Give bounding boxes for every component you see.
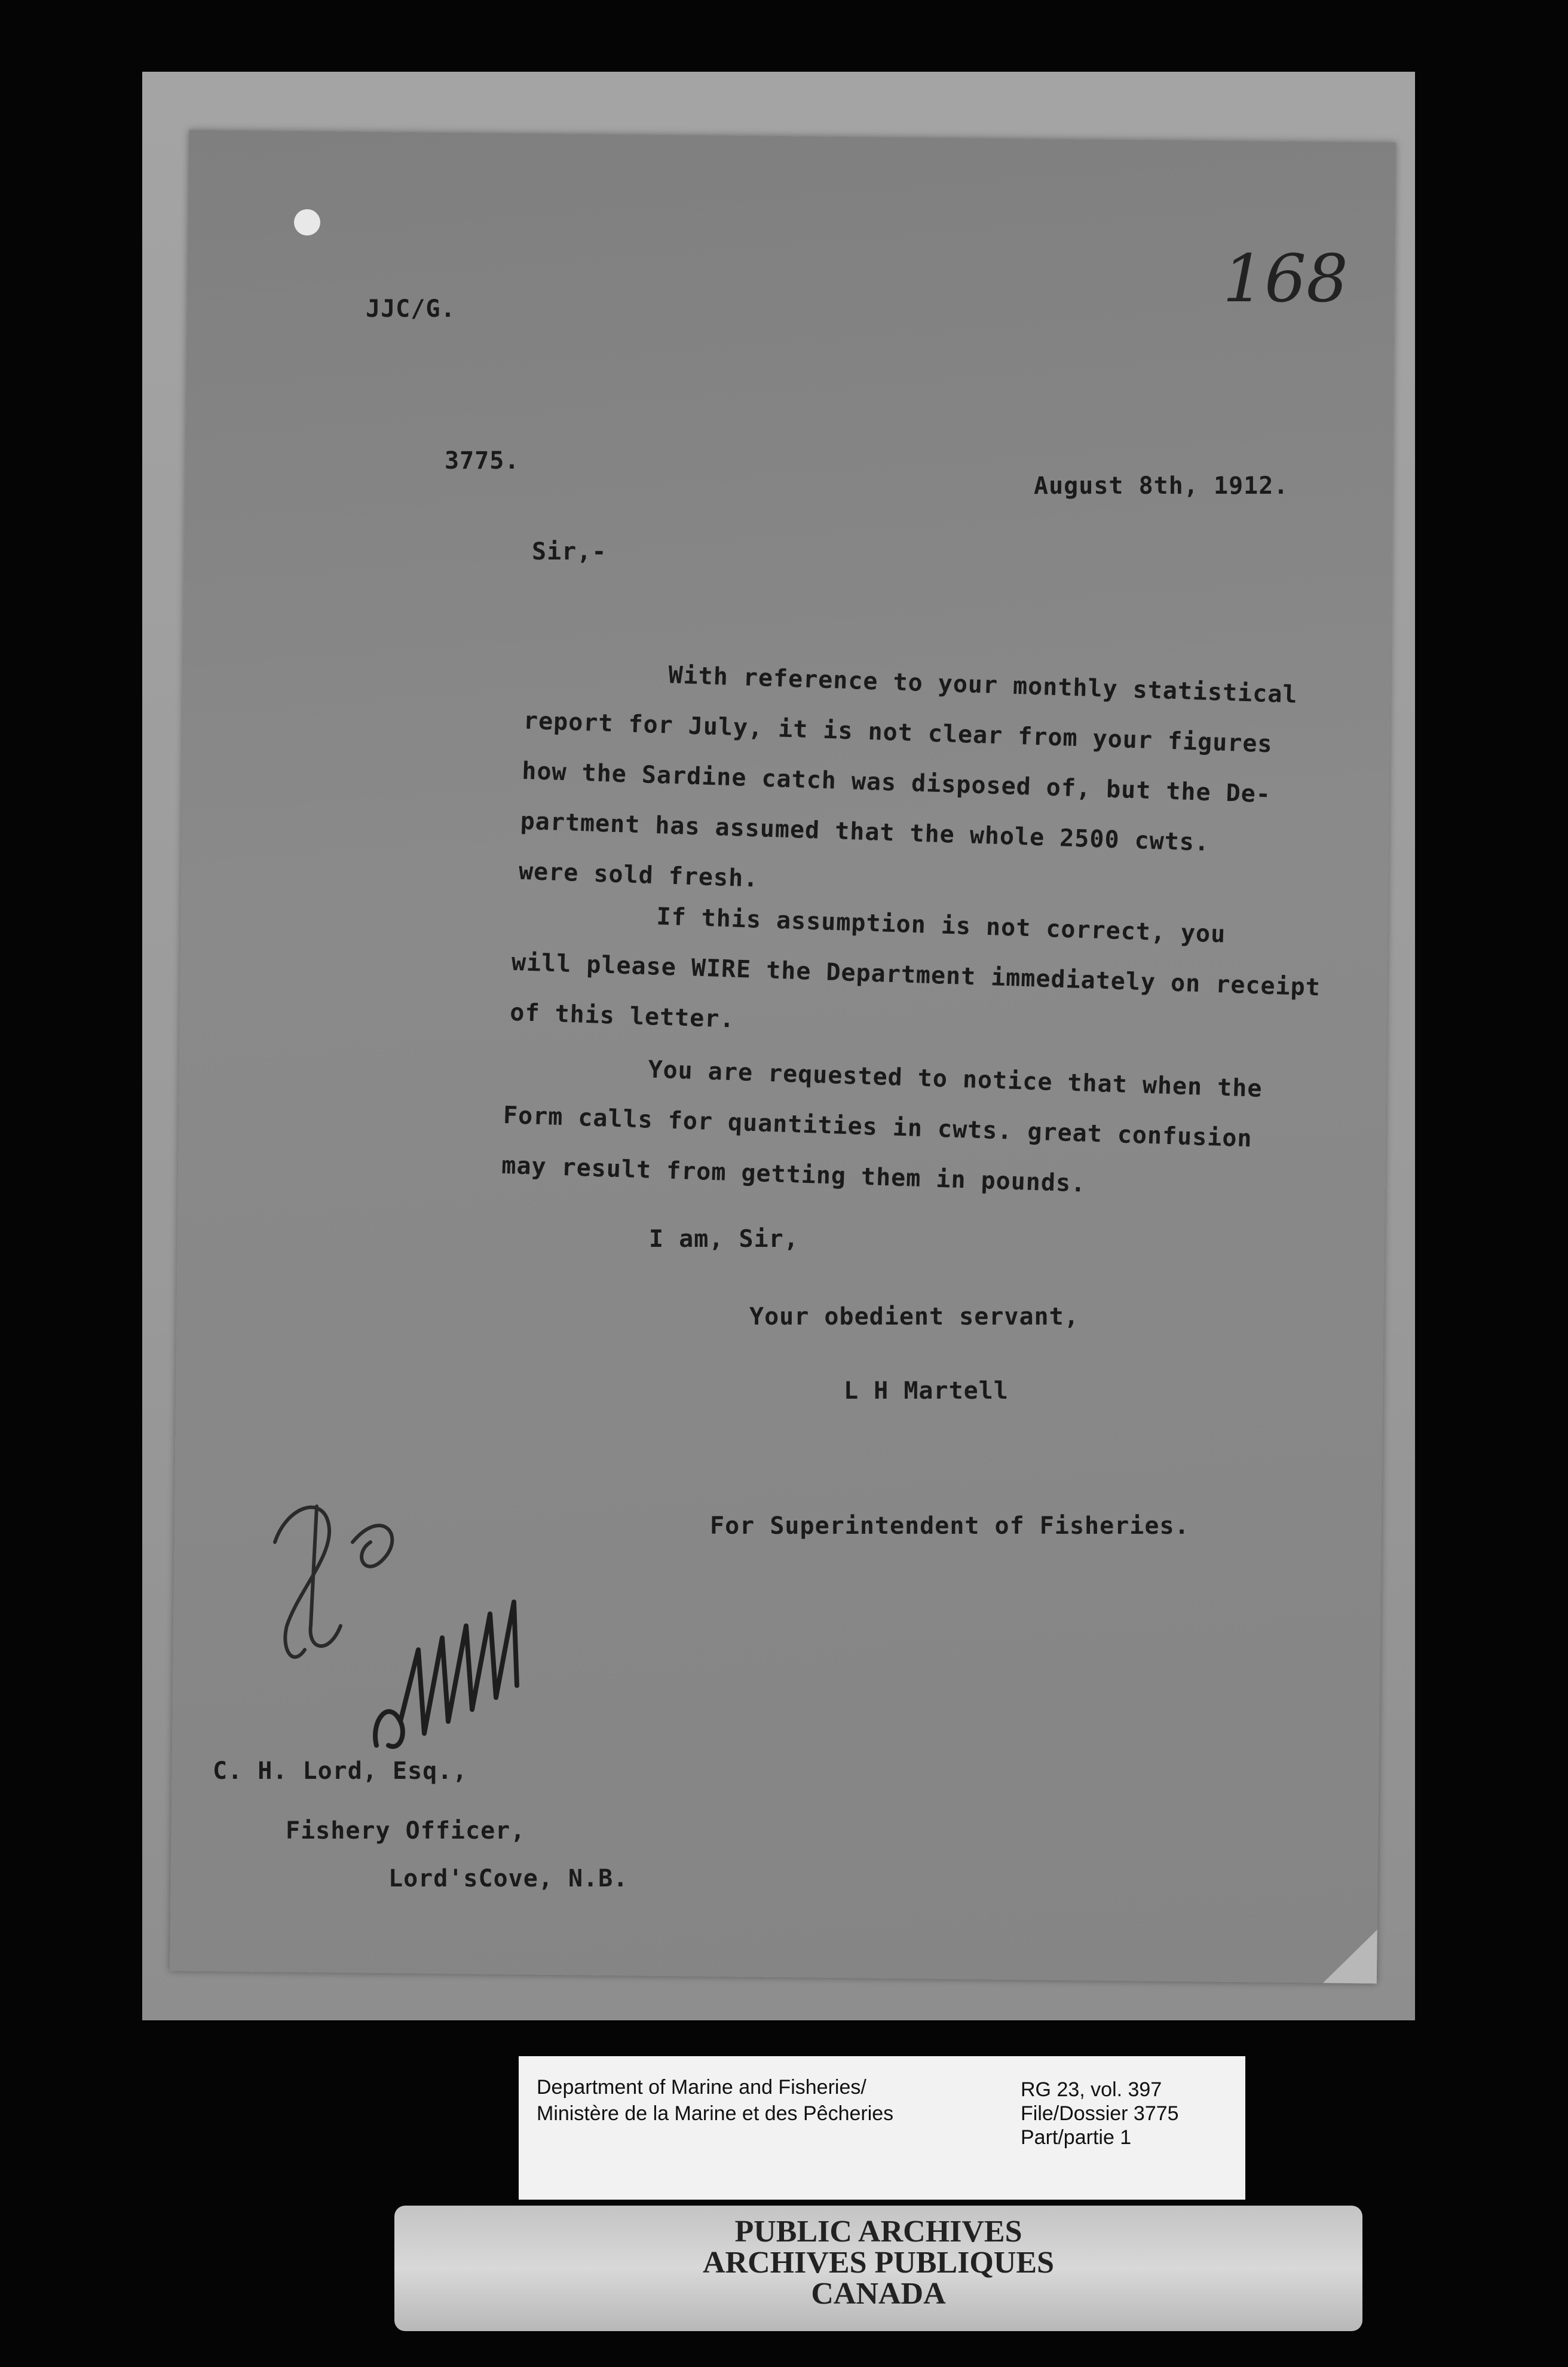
- file-number: 3775.: [445, 447, 520, 475]
- body-paragraph-1: [518, 646, 1298, 921]
- public-archives-stamp: [394, 2206, 1362, 2331]
- body-paragraph-3: [501, 1040, 1263, 1215]
- paragraph-line: may result from getting them in pounds.: [501, 1151, 1086, 1198]
- paragraph-line: will please WIRE the Department immediately on receipt: [511, 948, 1321, 1002]
- archive-label: [519, 2056, 1245, 2200]
- paragraph-line: of this letter.: [509, 998, 736, 1033]
- folded-corner: [1323, 1929, 1377, 1984]
- department-name: [537, 2074, 893, 2127]
- part-partie: Part/partie 1: [1021, 2126, 1132, 2149]
- punch-hole: [294, 209, 320, 236]
- stamp-line-french: ARCHIVES PUBLIQUES: [702, 2246, 1055, 2280]
- department-english: Department of Marine and Fisheries/: [537, 2076, 866, 2099]
- paragraph-line: Form calls for quantities in cwts. great confusion: [503, 1101, 1253, 1153]
- stamp-line-country: CANADA: [811, 2277, 946, 2311]
- record-group: RG 23, vol. 397: [1021, 2078, 1162, 2101]
- paragraph-line: were sold fresh.: [518, 857, 759, 893]
- paragraph-line: report for July, it is not clear from your figures: [523, 707, 1273, 759]
- letter-date: August 8th, 1912.: [1034, 472, 1289, 500]
- body-paragraph-2: [509, 887, 1323, 1063]
- handwritten-signature: [365, 1566, 544, 1769]
- paragraph-line: You are requested to notice that when the: [647, 1056, 1263, 1103]
- signer-title: For Superintendent of Fisheries.: [710, 1512, 1190, 1540]
- page-number: 168: [1223, 240, 1348, 317]
- archive-reference: [1021, 2078, 1179, 2149]
- file-reference: JJC/G.: [366, 295, 456, 323]
- paragraph-line: how the Sardine catch was disposed of, but the De-: [521, 757, 1272, 809]
- closing: I am, Sir,: [649, 1225, 799, 1253]
- addressee-title: Fishery Officer,: [286, 1817, 526, 1845]
- signer-name: L H Martell: [844, 1377, 1009, 1405]
- paragraph-line: If this assumption is not correct, you: [656, 903, 1226, 949]
- file-dossier: File/Dossier 3775: [1021, 2102, 1179, 2125]
- stamp-line-english: PUBLIC ARCHIVES: [734, 2215, 1022, 2249]
- addressee-name: C. H. Lord, Esq.,: [213, 1757, 468, 1785]
- salutation: Sir,-: [532, 538, 607, 565]
- addressee-location: Lord'sCove, N.B.: [388, 1865, 629, 1892]
- complimentary-close: Your obedient servant,: [749, 1303, 1079, 1331]
- paragraph-line: partment has assumed that the whole 2500 cwts.: [520, 807, 1210, 857]
- department-french: Ministère de la Marine et des Pêcheries: [537, 2102, 894, 2125]
- paragraph-line: With reference to your monthly statistical: [667, 661, 1298, 709]
